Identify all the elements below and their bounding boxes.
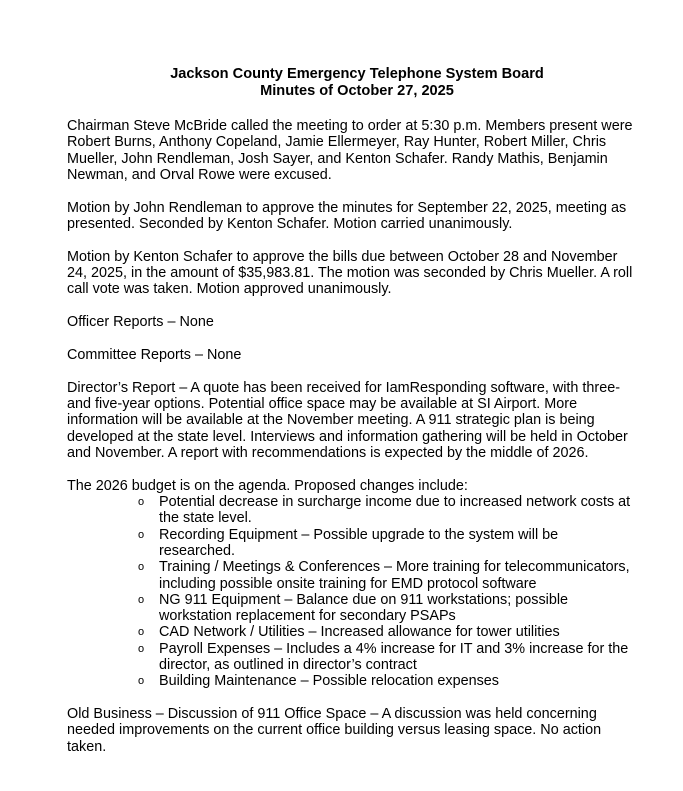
list-item bbox=[67, 641, 637, 674]
list-item bbox=[67, 673, 637, 689]
hollow-bullet-icon: o bbox=[138, 528, 145, 541]
list-item-text: Recording Equipment – Possible upgrade to the system will be researched. bbox=[159, 526, 559, 559]
bills-motion-paragraph: Motion by Kenton Schafer to approve the bills due between October 28 and November 24, 2025, in the amount of $35,983.81. The motion was seconded by Chris Mueller. A roll call vote was taken. Motion approved unanimously. bbox=[67, 248, 633, 298]
list-item bbox=[67, 624, 637, 640]
list-item-text: Training / Meetings & Conferences – More training for telecommunicators, including possible onsite training for EMD protocol software bbox=[159, 559, 630, 592]
list-item-text: CAD Network / Utilities – Increased allowance for tower utilities bbox=[159, 624, 560, 641]
list-item-text: Payroll Expenses – Includes a 4% increase for IT and 3% increase for the director, as outlined in director’s contract bbox=[159, 640, 629, 674]
document-title: Jackson County Emergency Telephone System Board bbox=[170, 66, 544, 82]
list-item-text: Building Maintenance – Possible relocation expenses bbox=[159, 673, 499, 690]
list-item bbox=[67, 592, 637, 625]
list-item-text: Potential decrease in surcharge income due to increased network costs at the state level. bbox=[159, 494, 631, 527]
call-to-order-paragraph: Chairman Steve McBride called the meeting to order at 5:30 p.m. Members present were Robert Burns, Anthony Copeland, Jamie Ellermeyer, Ray Hunter, Robert Miller, Chris Mueller, John Rendleman, Josh Sayer, and Kenton Schafer. Randy Mathis, Benjamin Newman, and Orval Rowe were excused. bbox=[67, 118, 633, 183]
list-item-text: NG 911 Equipment – Balance due on 911 workstations; possible workstation replacement for secondary PSAPs bbox=[159, 591, 569, 625]
officer-reports-paragraph: Officer Reports – None bbox=[67, 314, 214, 331]
list-item bbox=[67, 494, 637, 527]
minutes-document bbox=[67, 66, 637, 772]
hollow-bullet-icon: o bbox=[138, 626, 145, 639]
document-header bbox=[67, 66, 637, 100]
budget-changes-list bbox=[67, 494, 637, 690]
hollow-bullet-icon: o bbox=[138, 496, 145, 509]
hollow-bullet-icon: o bbox=[138, 675, 145, 688]
committee-reports-paragraph: Committee Reports – None bbox=[67, 346, 242, 363]
hollow-bullet-icon: o bbox=[138, 561, 145, 574]
document-subtitle: Minutes of October 27, 2025 bbox=[260, 83, 454, 99]
hollow-bullet-icon: o bbox=[138, 642, 145, 655]
old-business-paragraph: Old Business – Discussion of 911 Office Space – A discussion was held concerning needed improvements on the current office building versus leasing space. No action taken. bbox=[67, 706, 602, 755]
directors-report-paragraph: Director’s Report – A quote has been received for IamResponding software, with three- and five-year options. Potential office space may be available at SI Airport. More information will be available at the November meeting. A 911 strategic plan is being developed at the state level. Interviews and information gathering will be held in October and November. A report with recommendations is expected by the middle of 2026. bbox=[67, 379, 628, 461]
minutes-motion-paragraph: Motion by John Rendleman to approve the minutes for September 22, 2025, meeting as presented. Seconded by Kenton Schafer. Motion carried unanimously. bbox=[67, 199, 627, 232]
list-item bbox=[67, 559, 637, 592]
hollow-bullet-icon: o bbox=[138, 593, 145, 606]
list-item bbox=[67, 527, 637, 560]
budget-intro: The 2026 budget is on the agenda. Proposed changes include: bbox=[67, 477, 468, 494]
